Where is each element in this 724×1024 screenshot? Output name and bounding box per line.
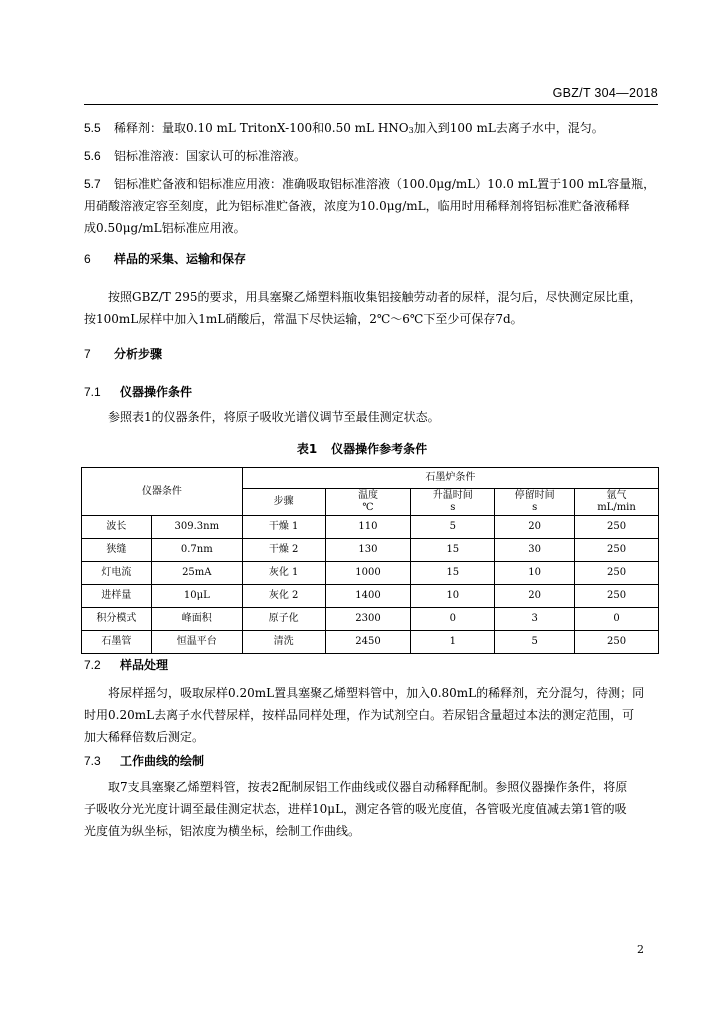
cell-hold: 3 [495,608,575,631]
cell-param: 进样量 [82,585,152,608]
section-title: 样品的采集、运输和保存 [114,252,247,266]
cell-hold: 10 [495,562,575,585]
section-5-5 [84,117,658,142]
para-line-1: 按照GBZ/T 295的要求，用具塞聚乙烯塑料瓶收集铝接触劳动者的尿样，混匀后，尽快测定尿比重， [108,290,642,304]
cell-param: 灯电流 [82,562,152,585]
cell-param: 狭缝 [82,539,152,562]
section-7-3-paragraph [84,776,658,798]
cell-temp: 1000 [325,562,411,585]
table-caption-number: 表1 [296,442,318,456]
section-number: 7.3 [84,754,101,768]
header-instrument: 仪器条件 [82,468,243,516]
cell-value: 10μL [151,585,242,608]
cell-ramp: 15 [411,539,495,562]
cell-hold: 20 [495,585,575,608]
cell-param: 积分模式 [82,608,152,631]
section-number: 7.2 [84,658,101,672]
cell-hold: 20 [495,516,575,539]
section-line-1: 铝标准贮备液和铝标准应用液：准确吸取铝标准溶液（100.0μg/mL）10.0 mL置于100 mL容量瓶， [114,177,656,191]
standard-code: GBZ/T 304—2018 [552,86,658,100]
subscript: 3 [408,126,414,135]
section-7-heading [84,343,162,365]
header-temp [325,489,411,516]
header-temp-unit: ℃ [362,502,374,513]
header-ramp-unit: s [450,502,456,513]
cell-value: 恒温平台 [151,631,242,654]
para-line-1: 将尿样摇匀，吸取尿样0.20mL置具塞聚乙烯塑料管中，加入0.80mL的稀释剂，充分混匀，待测；同 [108,686,645,700]
section-6-paragraph [84,286,658,308]
cell-argon: 250 [575,562,659,585]
table-header-row-1 [82,468,659,489]
cell-step: 干燥 2 [242,539,325,562]
cell-hold: 30 [495,539,575,562]
header-ramp-label: 升温时间 [432,490,473,501]
section-number: 5.5 [84,121,101,135]
section-7-1-heading [84,381,192,403]
section-6-paragraph-cont [84,308,658,330]
cell-step: 干燥 1 [242,516,325,539]
section-title: 仪器操作条件 [120,385,193,399]
cell-value: 峰面积 [151,608,242,631]
cell-hold: 5 [495,631,575,654]
cell-ramp: 5 [411,516,495,539]
para-line-1: 参照表1的仪器条件，将原子吸收光谱仪调节至最佳测定状态。 [108,410,440,424]
section-7-2-paragraph-cont [84,704,658,748]
cell-ramp: 15 [411,562,495,585]
section-number: 7 [84,347,91,361]
cell-step: 清洗 [242,631,325,654]
header-argon-label: 氩气 [606,490,627,501]
section-6-heading [84,248,246,270]
cell-param: 石墨管 [82,631,152,654]
section-text: 铝标准溶液：国家认可的标准溶液。 [114,149,307,163]
section-7-3-paragraph-cont [84,798,658,842]
table-row [82,608,659,631]
cell-ramp: 10 [411,585,495,608]
cell-value: 309.3nm [151,516,242,539]
cell-temp: 130 [325,539,411,562]
table-row [82,539,659,562]
para-line-2: 时用0.20mL去离子水代替尿样，按样品同样处理，作为试剂空白。若尿铝含量超过本法的测定范围，可 [84,708,635,722]
section-line-3: 成0.50μg/mL铝标准应用液。 [84,221,246,235]
section-text: 稀释剂：量取0.10 mL TritonX-100和0.50 mL HNO [114,121,409,135]
cell-value: 0.7nm [151,539,242,562]
header-hold-unit: s [532,502,538,513]
para-line-2: 子吸收分光光度计调至最佳测定状态，进样10μL，测定各管的吸光度值，各管吸光度值减去第1管的吸 [84,802,627,816]
page-number: 2 [637,943,644,956]
cell-step: 灰化 1 [242,562,325,585]
section-number: 5.7 [84,177,101,191]
section-7-2-paragraph [84,682,658,704]
table-row [82,585,659,608]
header-furnace: 石墨炉条件 [242,468,658,489]
para-line-3: 加大稀释倍数后测定。 [84,730,205,744]
section-title: 工作曲线的绘制 [120,754,205,768]
cell-temp: 110 [325,516,411,539]
cell-temp: 2450 [325,631,411,654]
para-line-3: 光度值为纵坐标，铝浓度为横坐标，绘制工作曲线。 [84,824,361,838]
section-7-1-text [84,406,658,428]
header-hold-label: 停留时间 [514,490,555,501]
header-rule [84,104,658,105]
header-temp-label: 温度 [357,490,378,501]
header-ramp [411,489,495,516]
table-row [82,631,659,654]
para-line-1: 取7支具塞聚乙烯塑料管，按表2配制尿铝工作曲线或仪器自动稀释配制。参照仪器操作条件，将原 [108,780,628,794]
table-row [82,562,659,585]
header-step: 步骤 [242,489,325,516]
cell-step: 灰化 2 [242,585,325,608]
section-5-6 [84,145,658,167]
section-title: 样品处理 [120,658,169,672]
table-caption-text: 仪器操作参考条件 [331,442,428,456]
cell-argon: 0 [575,608,659,631]
section-number: 7.1 [84,385,101,399]
section-5-7 [84,173,658,239]
section-number: 6 [84,252,91,266]
section-text-cont: 加入到100 mL去离子水中，混匀。 [413,121,604,135]
section-line-2: 用硝酸溶液定容至刻度，此为铝标准贮备液，浓度为10.0μg/mL，临用时用稀释剂将铝标准贮备液稀释 [84,199,630,213]
header-argon-unit: mL/min [597,502,636,513]
section-7-2-heading [84,654,168,676]
section-title: 分析步骤 [114,347,163,361]
cell-argon: 250 [575,631,659,654]
cell-argon: 250 [575,585,659,608]
cell-ramp: 1 [411,631,495,654]
cell-argon: 250 [575,539,659,562]
instrument-conditions-table [81,467,659,654]
cell-ramp: 0 [411,608,495,631]
cell-temp: 1400 [325,585,411,608]
cell-step: 原子化 [242,608,325,631]
header-hold [495,489,575,516]
cell-temp: 2300 [325,608,411,631]
para-line-2: 按100mL尿样中加入1mL硝酸后，常温下尽快运输，2℃～6℃下至少可保存7d。 [84,312,523,326]
section-number: 5.6 [84,149,101,163]
header-argon [575,489,659,516]
table-row [82,516,659,539]
section-7-3-heading [84,750,204,772]
cell-argon: 250 [575,516,659,539]
table-caption [0,440,724,457]
cell-param: 波长 [82,516,152,539]
cell-value: 25mA [151,562,242,585]
